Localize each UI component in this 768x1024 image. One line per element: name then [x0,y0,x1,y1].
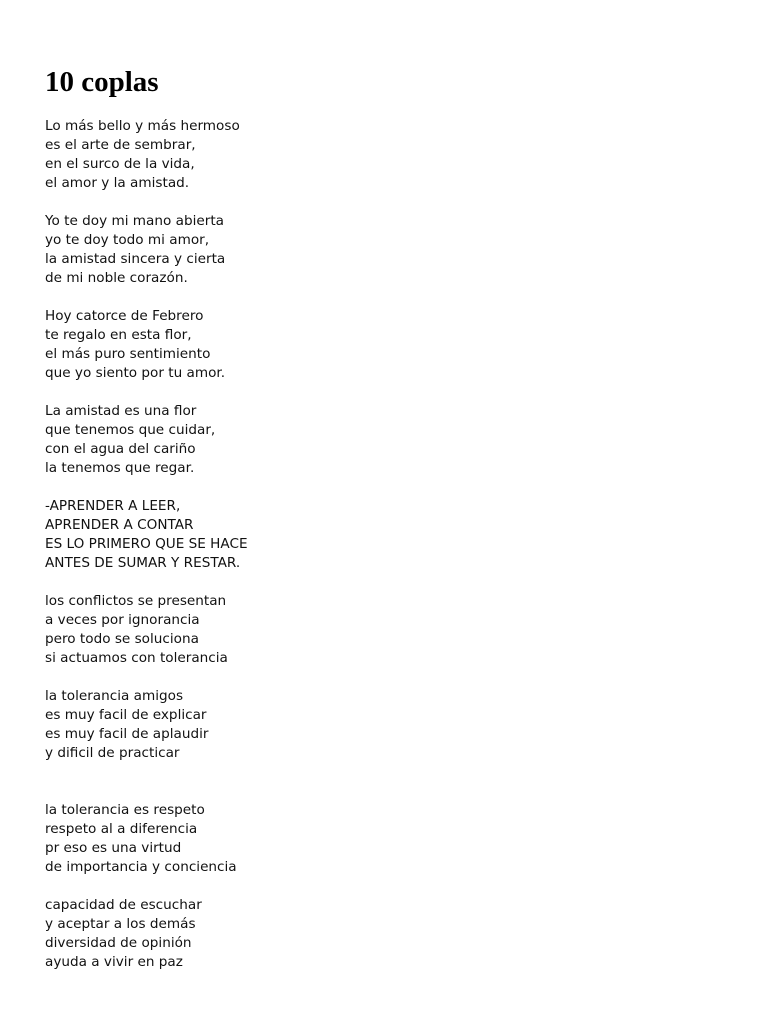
verse-line: en el surco de la vida, [45,156,195,172]
verse-line: pr eso es una virtud [45,840,182,856]
verse-line: que yo siento por tu amor. [45,365,226,381]
verse-line: la amistad sincera y cierta [45,251,226,267]
verse-line: capacidad de escuchar [45,897,202,913]
verse-line: el más puro sentimiento [45,346,211,362]
verse-line: es el arte de sembrar, [45,137,196,153]
verse-line: la tolerancia amigos [45,688,184,704]
verse-line: -APRENDER A LEER, [45,498,181,514]
verse-line: APRENDER A CONTAR [45,517,194,533]
verse-line: Lo más bello y más hermoso [45,118,240,134]
verse-line: la tolerancia es respeto [45,802,205,818]
stanza [45,592,228,668]
stanza [45,307,225,383]
verse-line: Yo te doy mi mano abierta [45,213,224,229]
verse-line: los conflictos se presentan [45,593,227,609]
verse-line: si actuamos con tolerancia [45,650,228,666]
verse-line: ES LO PRIMERO QUE SE HACE [45,536,248,552]
verse-line: de importancia y conciencia [45,859,237,875]
verse-line: con el agua del cariño [45,441,196,457]
verse-line: diversidad de opinión [45,935,192,951]
stanza [45,212,225,288]
verse-line: es muy facil de aplaudir [45,726,209,742]
stanza [45,687,208,763]
verse-line: el amor y la amistad. [45,175,190,191]
document-title: 10 coplas [45,66,159,98]
verse-line: y aceptar a los demás [45,916,196,932]
verse-line: te regalo en esta flor, [45,327,192,343]
verse-line: y dificil de practicar [45,745,180,761]
verse-line: yo te doy todo mi amor, [45,232,210,248]
verse-line: la tenemos que regar. [45,460,195,476]
verse-line: ANTES DE SUMAR Y RESTAR. [45,555,241,571]
stanza [45,896,202,972]
stanza [45,117,240,193]
verse-line: que tenemos que cuidar, [45,422,216,438]
verse-line: respeto al a diferencia [45,821,198,837]
verse-line: de mi noble corazón. [45,270,188,286]
stanza [45,497,248,573]
stanza [45,801,237,877]
verse-line: pero todo se soluciona [45,631,199,647]
verse-line: a veces por ignorancia [45,612,200,628]
verse-line: es muy facil de explicar [45,707,207,723]
verse-line: Hoy catorce de Febrero [45,308,204,324]
verse-line: La amistad es una flor [45,403,197,419]
stanza [45,402,215,478]
verse-line: ayuda a vivir en paz [45,954,183,970]
